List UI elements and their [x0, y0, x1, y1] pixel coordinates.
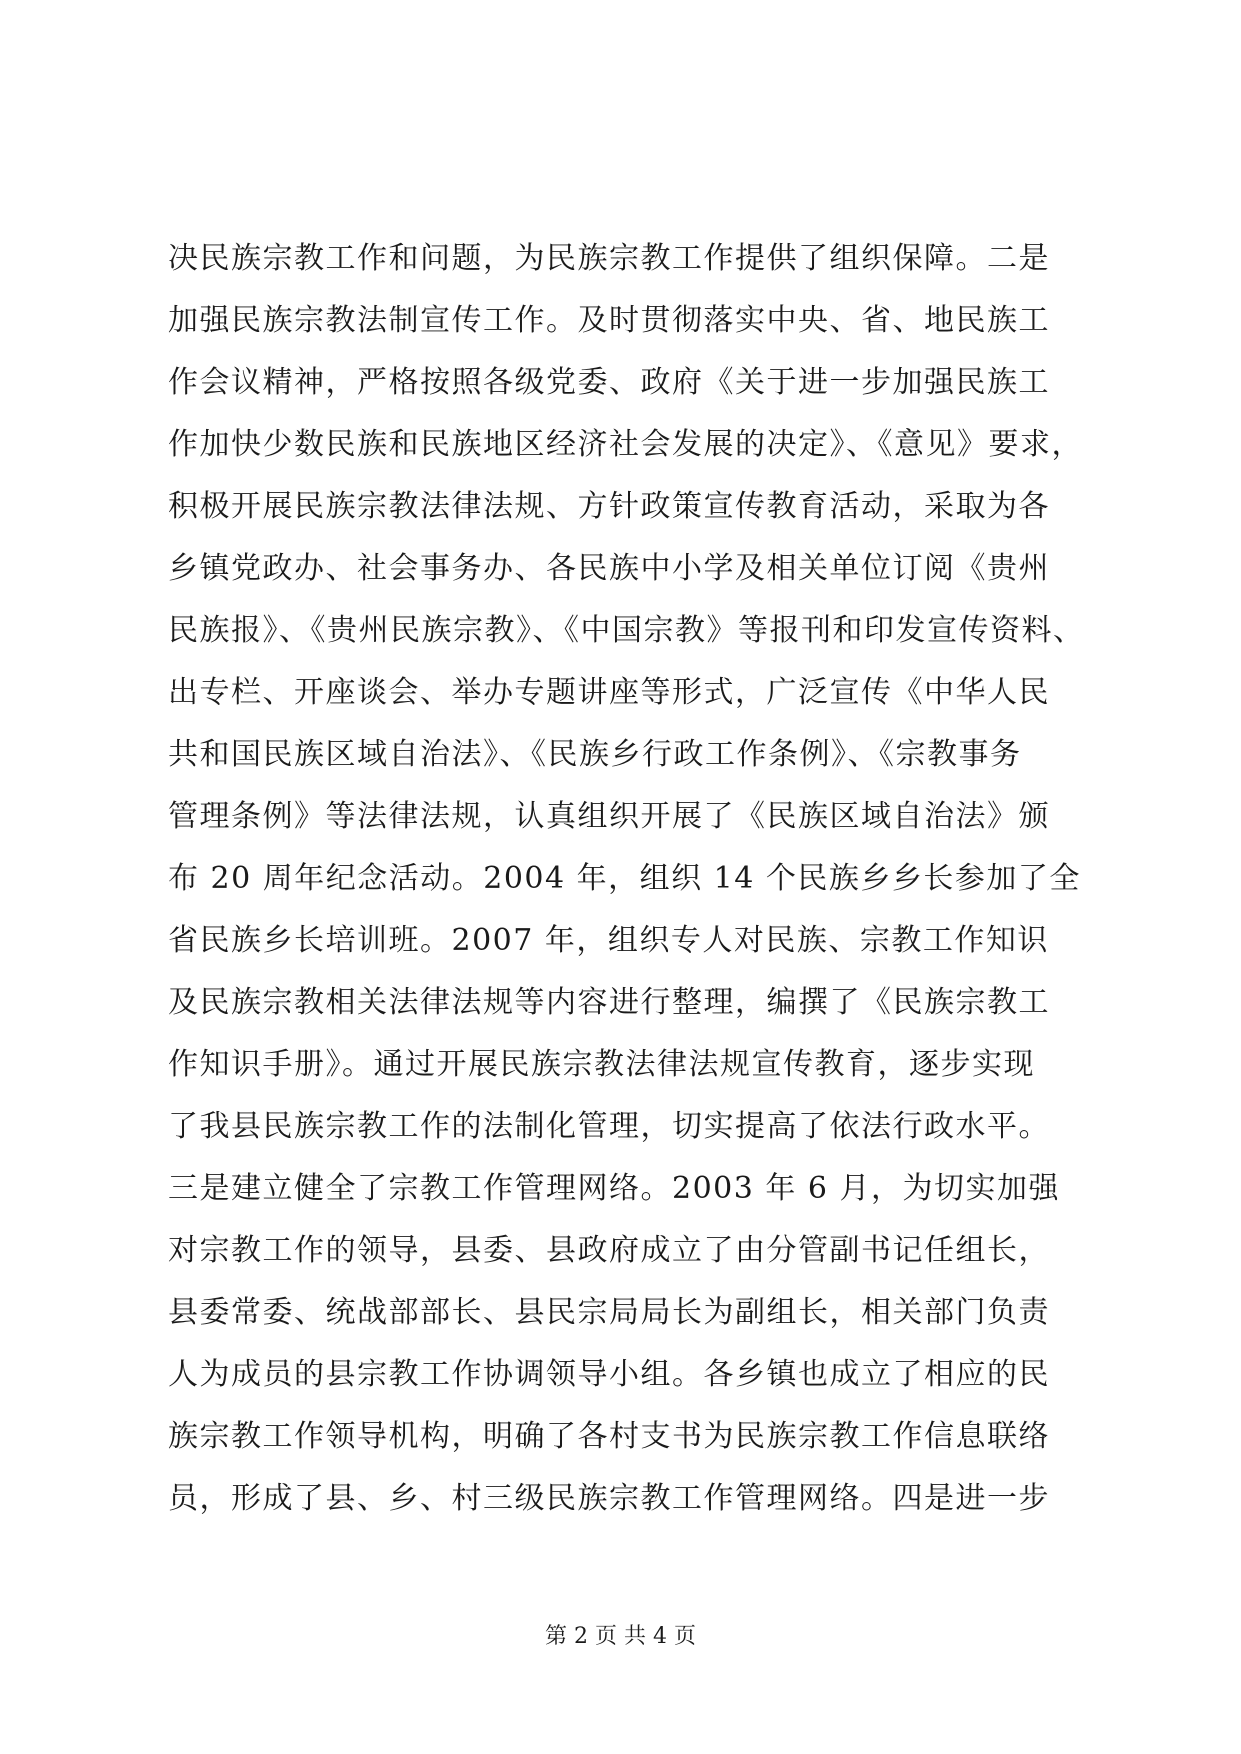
- text-line: 加强民族宗教法制宣传工作。及时贯彻落实中央、省、地民族工: [168, 303, 1050, 338]
- text-line: 省民族乡长培训班。2007 年，组织专人对民族、宗教工作知识: [168, 923, 1049, 958]
- text-line: 了我县民族宗教工作的法制化管理，切实提高了依法行政水平。: [168, 1109, 1050, 1144]
- text-line: 人为成员的县宗教工作协调领导小组。各乡镇也成立了相应的民: [168, 1357, 1050, 1392]
- text-line: 及民族宗教相关法律法规等内容进行整理，编撰了《民族宗教工: [168, 985, 1050, 1020]
- text-line: 作会议精神，严格按照各级党委、政府《关于进一步加强民族工: [168, 365, 1050, 400]
- text-line: 对宗教工作的领导，县委、县政府成立了由分管副书记任组长，: [168, 1233, 1050, 1268]
- text-line: 积极开展民族宗教法律法规、方针政策宣传教育活动，采取为各: [168, 489, 1050, 524]
- body-paragraph: [168, 228, 1088, 1530]
- text-line: 决民族宗教工作和问题，为民族宗教工作提供了组织保障。二是: [168, 241, 1050, 276]
- text-line: 县委常委、统战部部长、县民宗局局长为副组长，相关部门负责: [168, 1295, 1050, 1330]
- page-footer: 第 2 页 共 4 页: [545, 1624, 696, 1649]
- text-line: 民族报》、《贵州民族宗教》、《中国宗教》等报刊和印发宣传资料、: [168, 613, 1085, 648]
- text-line: 布 20 周年纪念活动。2004 年，组织 14 个民族乡乡长参加了全: [168, 861, 1081, 896]
- text-line: 三是建立健全了宗教工作管理网络。2003 年 6 月，为切实加强: [168, 1171, 1061, 1206]
- text-line: 作知识手册》。通过开展民族宗教法律法规宣传教育，逐步实现: [168, 1047, 1035, 1082]
- text-line: 出专栏、开座谈会、举办专题讲座等形式，广泛宣传《中华人民: [168, 675, 1050, 710]
- text-line: 员，形成了县、乡、村三级民族宗教工作管理网络。四是进一步: [168, 1481, 1050, 1516]
- text-line: 乡镇党政办、社会事务办、各民族中小学及相关单位订阅《贵州: [168, 551, 1050, 586]
- text-line: 管理条例》等法律法规，认真组织开展了《民族区域自治法》颁: [168, 799, 1050, 834]
- text-line: 族宗教工作领导机构，明确了各村支书为民族宗教工作信息联络: [168, 1419, 1050, 1454]
- text-line: 作加快少数民族和民族地区经济社会发展的决定》、《意见》要求，: [168, 427, 1083, 462]
- text-line: 共和国民族区域自治法》、《民族乡行政工作条例》、《宗教事务: [168, 737, 1022, 772]
